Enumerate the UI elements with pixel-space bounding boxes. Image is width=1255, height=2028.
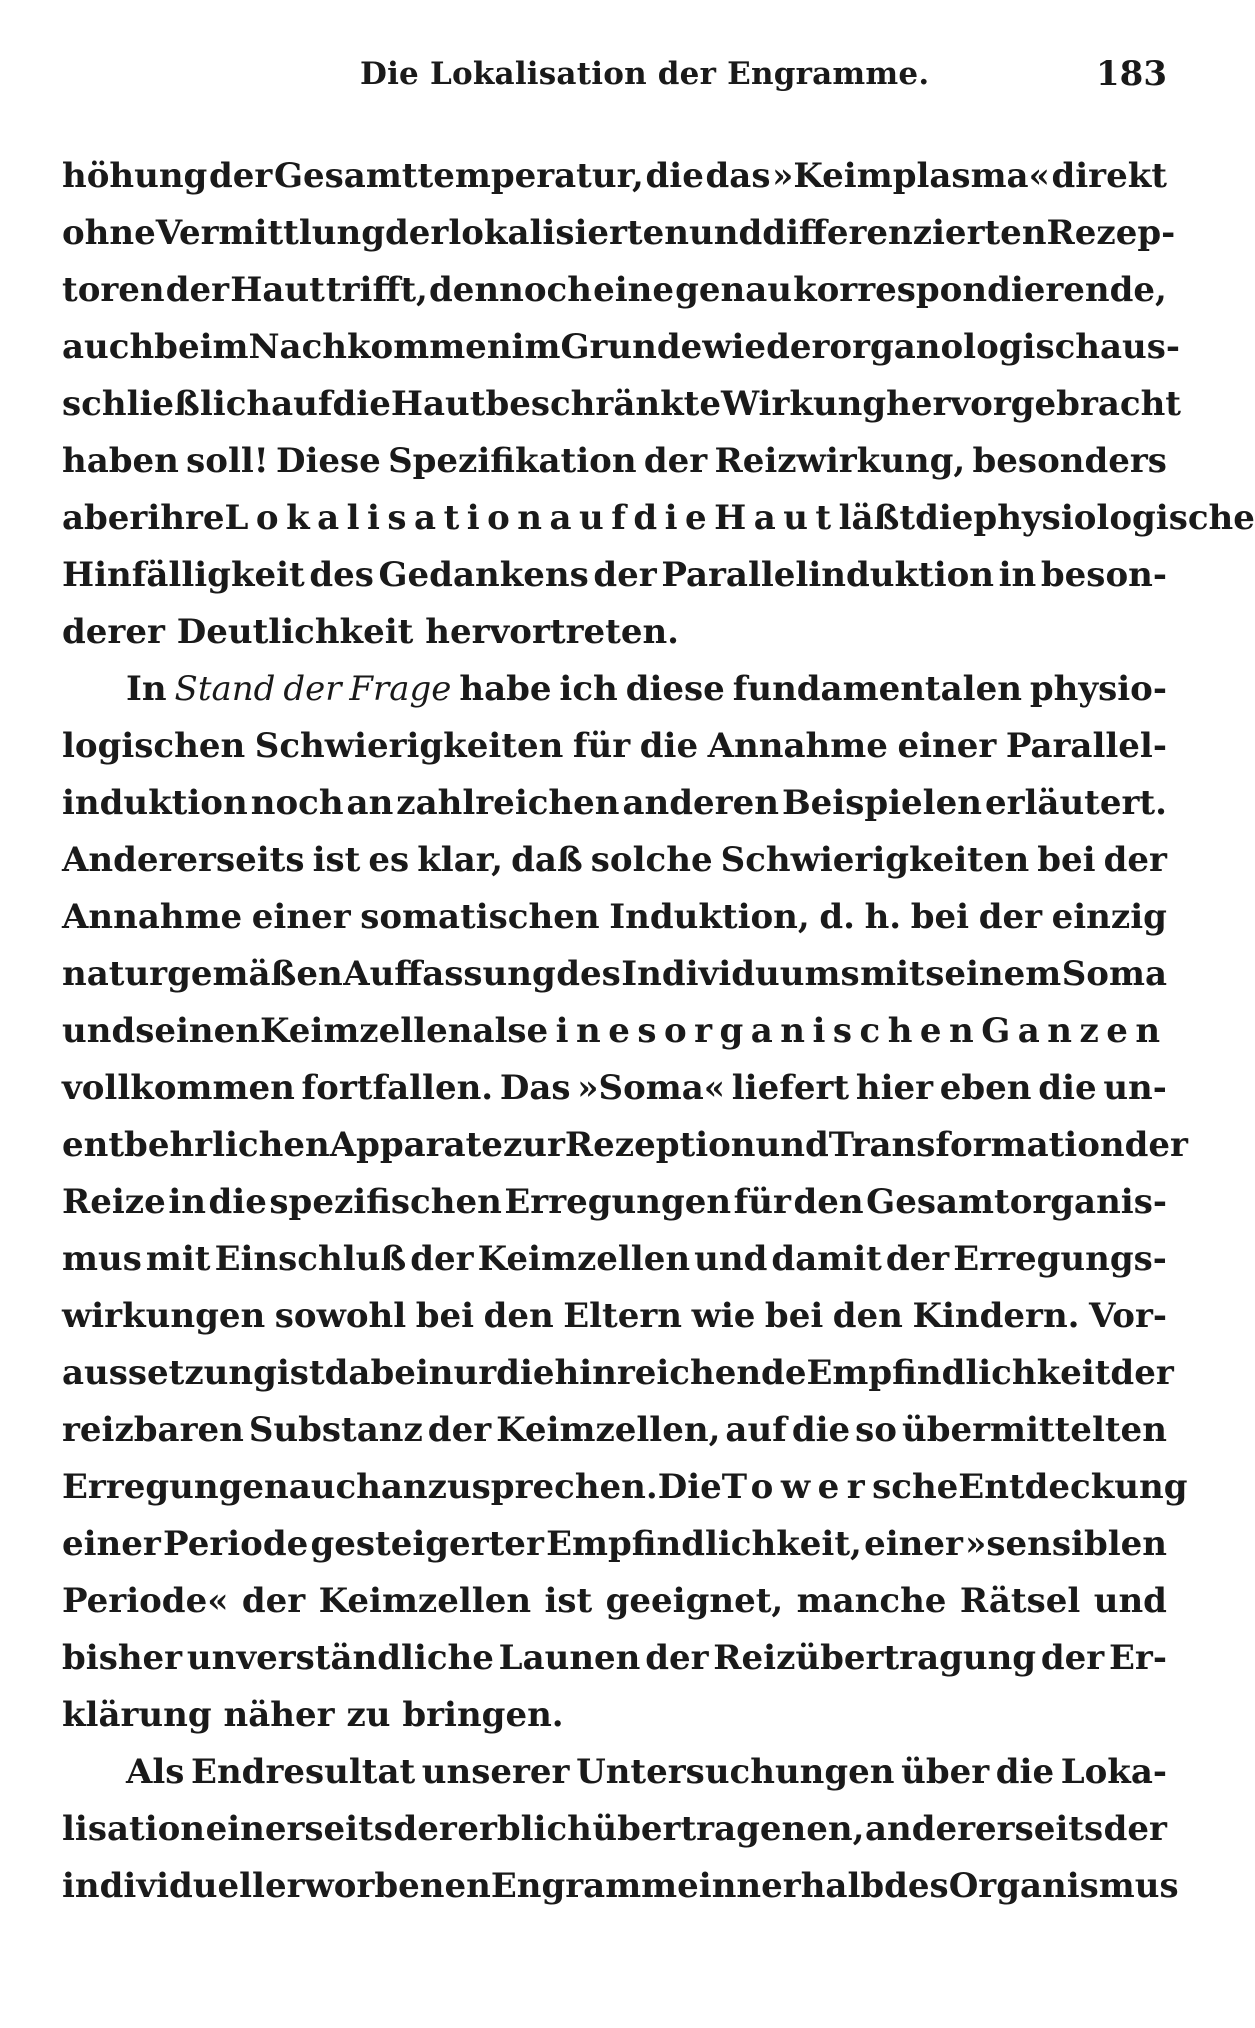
word: dabei (324, 1353, 429, 1393)
word: Einschluß (214, 1239, 407, 1279)
word: un- (1103, 1068, 1167, 1108)
word: die (332, 384, 391, 424)
word: soll! (186, 441, 269, 481)
word: auf (271, 384, 333, 424)
text-line (62, 604, 1167, 661)
word: bisher (62, 1638, 183, 1678)
word: der (978, 897, 1043, 937)
word: als (472, 1011, 527, 1051)
word: Vor- (1089, 1296, 1167, 1336)
word: Nachkommen (248, 327, 512, 367)
word: Vermittlung (155, 213, 385, 253)
word: einer (864, 1524, 963, 1564)
word: der (283, 669, 342, 709)
word: organischen (663, 1011, 982, 1051)
word: der (645, 1638, 709, 1678)
text-line (62, 1630, 1167, 1687)
word: den (483, 1296, 554, 1336)
word: Parallel- (1005, 726, 1167, 766)
text-line (62, 262, 1167, 319)
word: Das (499, 1068, 571, 1108)
word: logischen (62, 726, 246, 766)
word: Reize (62, 1182, 166, 1222)
word: erblich (457, 1809, 592, 1849)
word: hervorgebracht (886, 384, 1182, 424)
word: Launen (498, 1638, 641, 1678)
word: Reizübertragung (713, 1638, 1037, 1678)
word: in (168, 1182, 206, 1222)
word: Keimzellen (318, 1581, 532, 1621)
word: eine (593, 270, 674, 310)
word: hinreichende (554, 1353, 807, 1393)
word: und (755, 1125, 829, 1165)
word: Er- (1108, 1638, 1167, 1678)
word: physiologische (973, 498, 1255, 538)
word: liefert (731, 1068, 850, 1108)
word: zahlreichen (396, 783, 620, 823)
word: manche (796, 1581, 947, 1621)
text-line (62, 889, 1167, 946)
book-page (62, 48, 1255, 1915)
word: Frage (349, 669, 452, 709)
word: schließlich (62, 384, 272, 424)
text-line (62, 1060, 1167, 1117)
word: Als (126, 1752, 185, 1792)
word: an (346, 783, 394, 823)
word: eben (939, 1068, 1032, 1108)
word: über (901, 1752, 990, 1792)
word: bei (910, 897, 970, 937)
text-line (62, 1744, 1167, 1801)
word: der (427, 1410, 492, 1450)
text-line (62, 1345, 1174, 1402)
word: höhung (62, 156, 208, 196)
word: auf (725, 1410, 787, 1450)
word: die (915, 498, 974, 538)
word: die (208, 1182, 267, 1222)
word: Ganzen (981, 1011, 1168, 1051)
word: erläutert. (984, 783, 1167, 823)
word: anzusprechen. (380, 1467, 658, 1507)
word: vollkommen (62, 1068, 295, 1108)
word: physio- (1029, 669, 1167, 709)
word: hier (855, 1068, 934, 1108)
word: Organismus (948, 1866, 1179, 1906)
word: haben (62, 441, 179, 481)
page-header (62, 48, 1167, 108)
word: der (165, 270, 230, 310)
word: der (1103, 1809, 1167, 1849)
text-line (62, 1003, 1167, 1060)
word: Empfindlichkeit (806, 1353, 1111, 1393)
word: Reizwirkung, (714, 441, 966, 481)
word: noch (250, 783, 344, 823)
word: bei (764, 1296, 824, 1336)
word: ist (544, 1581, 593, 1621)
word: habe (459, 669, 552, 709)
word: einer (62, 1524, 161, 1564)
word: auf (549, 498, 634, 538)
word: Empfindlichkeit, (546, 1524, 862, 1564)
word: Stand (174, 669, 276, 709)
word: Rezep- (1046, 213, 1176, 253)
word: individuell (62, 1866, 265, 1906)
word: die (995, 1752, 1055, 1792)
word: es (368, 840, 410, 880)
word: der (593, 555, 657, 595)
word: beschränkte (485, 384, 721, 424)
word: Engramme (490, 1866, 699, 1906)
word: in (998, 555, 1037, 595)
word: der (1110, 1353, 1174, 1393)
word: unserer (421, 1752, 570, 1792)
word: das (705, 156, 771, 196)
text-line (62, 1288, 1167, 1345)
word: einerseits (205, 1809, 393, 1849)
word: einer (251, 897, 351, 937)
word: Keimzellen (259, 1011, 473, 1051)
word: und (694, 1239, 768, 1279)
word: differenzierten (762, 213, 1047, 253)
word: ich (559, 669, 618, 709)
running-title: Die Lokalisation der Engramme. (360, 56, 930, 92)
text-line (62, 547, 1167, 604)
word: Hinfälligkeit (62, 555, 305, 595)
word: für (733, 1182, 791, 1222)
word: Rätsel (959, 1581, 1081, 1621)
text-line (62, 946, 1167, 1003)
word: wirkungen (62, 1296, 266, 1336)
word: Erregungen (504, 1182, 732, 1222)
word: bei (415, 1296, 475, 1336)
word: Parallelinduktion (661, 555, 995, 595)
word: Periode« (62, 1581, 229, 1621)
word: Individuums (621, 954, 860, 994)
text-line (62, 1858, 1179, 1915)
word: klar, (417, 840, 504, 880)
word: fortfallen. (301, 1068, 494, 1108)
word: bei (1037, 840, 1096, 880)
word: induktion (62, 783, 248, 823)
word: die (645, 156, 704, 196)
word: Transformation (828, 1125, 1125, 1165)
word: Endresultat (191, 1752, 416, 1792)
word: sowohl (274, 1296, 407, 1336)
word: Annahme (707, 726, 888, 766)
word: seinen (135, 1011, 260, 1051)
word: Periode (163, 1524, 309, 1564)
paragraph-3 (62, 1744, 1179, 1915)
word: erworbenen (264, 1866, 491, 1906)
word: Erregungen (62, 1467, 289, 1507)
text-line (62, 1459, 1188, 1516)
word: auch (288, 1467, 381, 1507)
word: übertragenen, (592, 1809, 865, 1849)
word: Grunde (560, 327, 703, 367)
word: mit (145, 1239, 211, 1279)
word: Apparate (329, 1125, 503, 1165)
word: unverständliche (186, 1638, 494, 1678)
word: mus (62, 1239, 142, 1279)
word: und (689, 213, 763, 253)
word: die (1038, 1068, 1097, 1108)
word: Haut (714, 498, 839, 538)
text-line (62, 661, 1167, 718)
word: dennoch (429, 270, 592, 310)
word: Diese (275, 441, 381, 481)
text-line (62, 1801, 1167, 1858)
word: organologisch (829, 327, 1101, 367)
word: Induktion, (609, 897, 810, 937)
word: der (1040, 1638, 1105, 1678)
word: Loka- (1060, 1752, 1167, 1792)
text-line (62, 1402, 1167, 1459)
text-line (62, 1687, 1167, 1744)
text-line (62, 775, 1167, 832)
word: läßt (838, 498, 916, 538)
page-number: 183 (1096, 54, 1167, 94)
word: des (556, 954, 621, 994)
word: aber (62, 498, 148, 538)
word: die (633, 498, 715, 538)
word: lisation (62, 1809, 206, 1849)
word: der (209, 156, 273, 196)
paragraph-2 (62, 661, 1188, 1744)
word: der (643, 441, 708, 481)
word: Die (657, 1467, 722, 1507)
word: beson- (1040, 555, 1167, 595)
word: Kindern. (912, 1296, 1080, 1336)
word: aussetzung (62, 1353, 277, 1393)
text-line (62, 1117, 1188, 1174)
word: lokalisierten (448, 213, 689, 253)
word: Eltern (563, 1296, 683, 1336)
word: Keimzellen, (496, 1410, 721, 1450)
word: klärung (62, 1695, 212, 1735)
word: mit (860, 954, 925, 994)
word: solche (590, 840, 713, 880)
word: toren (62, 270, 165, 310)
word: diese (625, 669, 725, 709)
word: zu (346, 1695, 391, 1735)
word: die (791, 1410, 851, 1450)
word: Spezifikation (388, 441, 637, 481)
word: Haut (230, 270, 325, 310)
word: In (126, 669, 167, 709)
word: Keimzellen (477, 1239, 691, 1279)
word: der (241, 1581, 306, 1621)
text-line (62, 319, 1181, 376)
text-line (62, 1516, 1167, 1573)
word: gesteigerter (310, 1524, 544, 1564)
word: und (1093, 1581, 1167, 1621)
word: fundamentalen (732, 669, 1022, 709)
word: Schwierigkeiten (254, 726, 564, 766)
word: trifft, (325, 270, 428, 310)
word: seinem (925, 954, 1062, 994)
word: anderen (622, 783, 779, 823)
word: so (855, 1410, 897, 1450)
word: zur (502, 1125, 565, 1165)
word: der (1124, 1125, 1188, 1165)
word: Entdeckung (958, 1467, 1188, 1507)
word: übermittelten (901, 1410, 1167, 1450)
word: des (309, 555, 374, 595)
word: Substanz (248, 1410, 423, 1450)
word: somatischen (360, 897, 600, 937)
word: der (384, 213, 449, 253)
word: Andererseits (62, 840, 305, 880)
word: auch (62, 327, 155, 367)
word: näher (223, 1695, 335, 1735)
word: Auffassung (343, 954, 556, 994)
text-line (62, 1573, 1167, 1630)
word: ihre (147, 498, 225, 538)
text-line (62, 718, 1167, 775)
word: reizbaren (62, 1410, 244, 1450)
word: ohne (62, 213, 156, 253)
word: »Soma« (577, 1068, 726, 1108)
word: Annahme (62, 897, 243, 937)
text-line (62, 205, 1176, 262)
word: innerhalb (698, 1866, 885, 1906)
word: damit (771, 1239, 882, 1279)
word: ist (312, 840, 361, 880)
text-line (62, 490, 1255, 547)
word: den (793, 1182, 864, 1222)
word: des (884, 1866, 949, 1906)
word: Lokalisation (224, 498, 550, 538)
word: Beispielen (781, 783, 982, 823)
word: Erregungs- (953, 1239, 1167, 1279)
word: der (1103, 840, 1167, 880)
word: einzig (1051, 897, 1167, 937)
word: »sensiblen (965, 1524, 1167, 1564)
word: für (572, 726, 631, 766)
word: der (410, 1239, 474, 1279)
word: Gesamtorganis- (866, 1182, 1167, 1222)
word: genau (675, 270, 792, 310)
word: Gedankens (378, 555, 589, 595)
word: direkt (1051, 156, 1167, 196)
word: »Keimplasma« (772, 156, 1050, 196)
word: wieder (702, 327, 830, 367)
word: Deutlichkeit (176, 612, 414, 652)
word: eines (526, 1011, 664, 1051)
word: aus- (1100, 327, 1181, 367)
word: Gesamttemperatur, (273, 156, 644, 196)
word: naturgemäßen (62, 954, 343, 994)
word: d. (819, 897, 855, 937)
word: geeignet, (605, 1581, 784, 1621)
word: der (885, 1239, 950, 1279)
word: derer (62, 612, 165, 652)
word: andererseits (864, 1809, 1104, 1849)
word: die (496, 1353, 555, 1393)
word: die (639, 726, 699, 766)
word: im (511, 327, 561, 367)
word: spezifischen (269, 1182, 502, 1222)
text-line (62, 148, 1167, 205)
word: den (832, 1296, 903, 1336)
word: Rezeption (564, 1125, 756, 1165)
word: beim (154, 327, 249, 367)
word: bringen. (402, 1695, 564, 1735)
text-line (62, 832, 1167, 889)
word: Wirkung (720, 384, 887, 424)
word: Haut (390, 384, 486, 424)
word: entbehrlichen (62, 1125, 330, 1165)
word: Towersche (721, 1467, 959, 1507)
paragraph-1 (62, 148, 1255, 661)
word: korrespondierende, (793, 270, 1167, 310)
text-line (62, 433, 1167, 490)
word: der (393, 1809, 457, 1849)
text-line (62, 1174, 1167, 1231)
word: besonders (972, 441, 1167, 481)
body-text (62, 148, 1255, 1915)
word: wie (691, 1296, 756, 1336)
word: Schwierigkeiten (720, 840, 1030, 880)
word: hervortreten. (425, 612, 680, 652)
word: ist (276, 1353, 325, 1393)
word: Untersuchungen (576, 1752, 895, 1792)
word: einer (897, 726, 997, 766)
word: daß (511, 840, 583, 880)
word: und (62, 1011, 136, 1051)
word: nur (428, 1353, 497, 1393)
word: Soma (1061, 954, 1167, 994)
text-line (62, 1231, 1167, 1288)
text-line (62, 376, 1182, 433)
word: h. (864, 897, 902, 937)
